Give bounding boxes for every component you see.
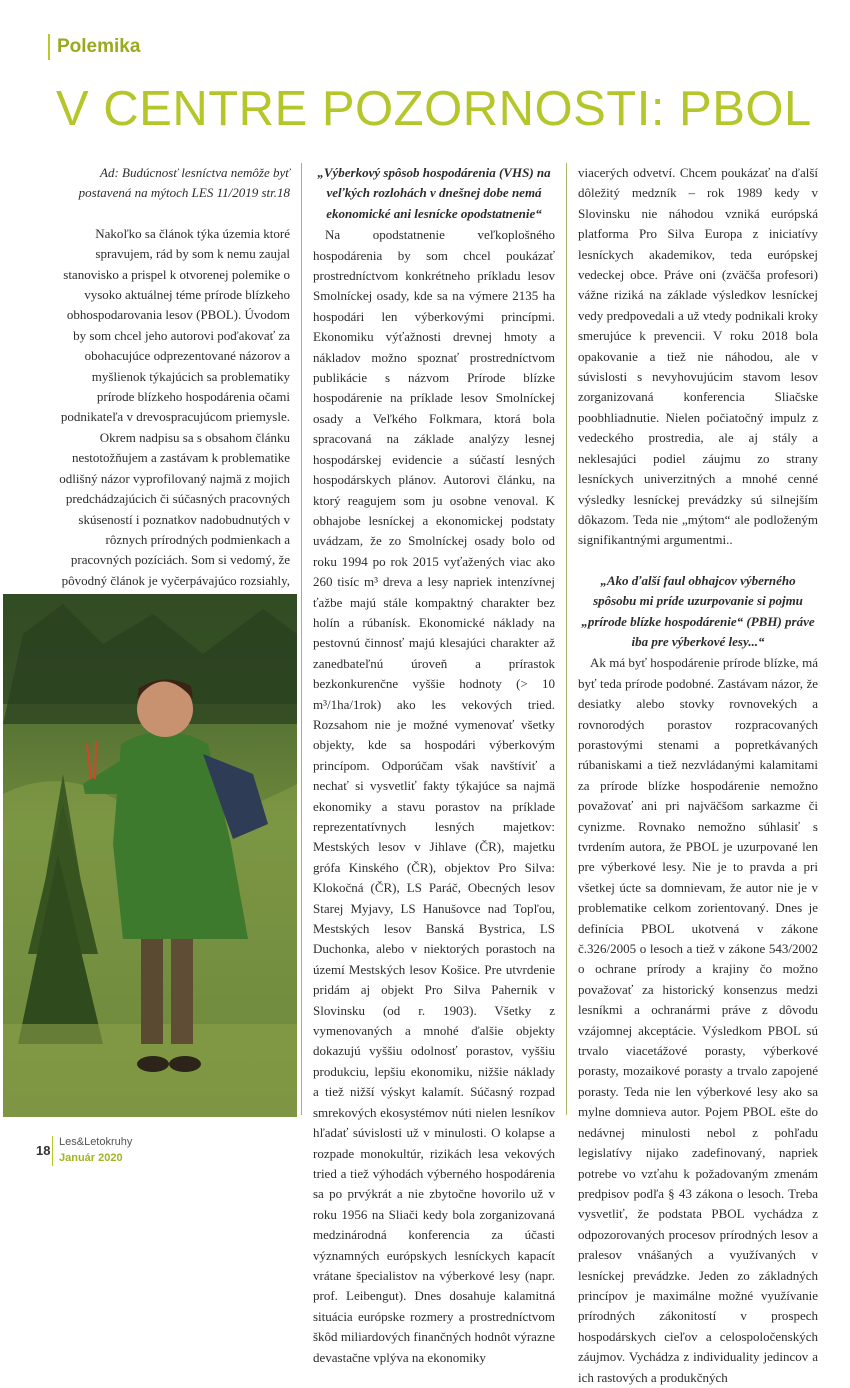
column-divider-2 [566,163,567,1115]
intro-paragraph: Nakoľko sa článok týka územia ktoré spravujem, rád by som k nemu zaujal stanovisko a prispel k otvorenej polemike o vysoko aktuálnej téme prírode blízkeho obhospodarovania lesov (PBOL). Úvodom by som chcel jeho autorovi poďakovať za obohacujúce odprezentované názorov a myšlienok týkajúcich sa problematiky prírode blízkeho hospodárenia očami podnikateľa v drevospracujúcom priemysle. Okrem nadpisu sa s obsahom článku nestotožňujem a zastávam k problematike odlišný názor vyprofilovaný najmä z mojich predchádzajúcich či súčasných pracovných skúseností i poznatkov nadobudnutých v rôznych prírodných podmienkach a pracovných pozíciách. Som si vedomý, že pôvodný článok je vyčerpávajúco rozsiahly, [59,225,290,588]
section-accent-bar [48,34,50,60]
section-label: Polemika [57,36,141,57]
issue-date: Január 2020 [59,1152,123,1164]
column-divider-1 [301,163,302,1115]
column-3 [578,163,818,1388]
page-number: 18 [36,1143,51,1158]
page-title: V CENTRE POZORNOSTI: PBOL [56,82,812,136]
column-3-paragraph-1: viacerých odvetví. Chcem poukázať na ďalší dôležitý medzník – rok 1989 kedy v Slovinsku nie náhodou vzniká európská platforma Pro Silva Europa z iniciatívy lesníckych akademikov, teda európskej vedeckej obce. Práve oni (zväčša profesori) vážne riziká na základe výsledkov lesníckej vedy predpovedali a už vtedy podnikali kroky smerujúce k prevencii. V roku 2018 bola opakovanie a tiež nie náhodou, ale v súvislosti s nevyhovujúcim stavom lesov zorganizovaná konferencia Sliačske poobhliadnutie. Nielen počiatočný impulz z vedeckého prostredia, ale aj stály a neklesajúci podiel záujmu zo strany lesníckych univerzitných a mnohé cenné výsledky lesníckej prevádzky sú silnejším dôkazom. Teda nie „mýtom“ ale podloženým signifikantnými argumentmi.. [578,165,818,548]
column-2-paragraph: Na opodstatnenie veľkoplošného hospodárenia by som chcel poukázať prostredníctvom konkrétneho príkladu lesov Smolníckej osady, kde sa na výmere 2135 ha hospodári len výberkovými princípmi. Ekonomiku výťažnosti drevnej hmoty a nákladov možno spoznať prostredníctvom publikácie s názvom Prírode blízke hospodárenie na príklade lesov Smolníckej osady a Veľkého Folkmara, ktorá bola spracovaná na základe analýzy lesnej hospodárskej evidencie a súčastí lesných hospodárskych plánov. Autorovi článku, na ktorý reagujem som ju osobne venoval. K obhajobe lesníckej a ekonomickej podstaty uvádzam, že zo Smolníckej osady bolo od roku 1994 po rok 2015 vyťažených viac ako 260 tisíc m³ dreva a lesy napriek intenzívnej ťažbe majú stále kompaktný charakter bez holín a rúbanísk. Ekonomické náklady na pestovnú činnosť majú klesajúci charakter až zanedbateľnú úroveň a prírastok bezkonkurenčne vyššie hodnoty (> 10 m³/1ha/1rok) ako les vekových tried. Rozsahom nie je možné vymenovať všetky objekty, kde sa hospodári výberkovým princípom. Odporúčam však navštíviť a nechať si vysvetliť fakty týkajúce sa najmä ekonomiky a stavu porastov na príklade reprezentatívnych lesných majetkov: Mestských lesov v Jihlave (ČR), majetku grófa Kinského (ČR), objektov Pro Silva: Klokočná (ČR), LS Paráč, Obecných lesov Starej Myjavy, LS Hanušovce nad Topľou, Mestských lesov Banská Bystrica, LS Duchonka, alebo v niektorých porastoch na území Mestských lesov Košice. Pre utvrdenie pridám aj objekt Pro Silva Pahernik v Slovinsku (od r. 1903). Všetky z vymenovaných a mnohé ďalšie objekty dokazujú vyššiu odolnosť porastov, vyššiu produkciu, lepšiu ekonomiku, nižšie náklady a tiež nižší výskyt kalamít. Súčasný rozpad smrekových ekosystémov núti nielen lesníkov hľadať súvislosti už v minulosti. O kolapse a rozpade monokultúr, rizikách lesa vekových tried a tiež výhodách výberného hospodárenia sa po prvýkrát a nie zbytočne hovorilo už v roku 1956 na Sliači kedy bola zorganizovaná medzinárodná konferencia za účasti významných európskych lesníckych kapacít vrátane špecialistov na výberkové lesy (napr. prof. Leibengut). Dnes dosahuje kalamitná situácia európske rozmery a prostredníctvom škôd miliardových finančných hodnôt výrazne devastačne vplýva na ekonomiky [313,227,555,1365]
reference-note: Ad: Budúcnosť lesníctva nemôže byť postavená na mýtoch LES 11/2019 str.18 [78,165,290,201]
column-2 [313,163,555,1368]
subheading-vhs: „Výberkový spôsob hospodárenia (VHS) na veľkých rozlohách v dnešnej dobe nemá ekonomické ani lesnícke opodstatnenie“ [317,165,551,221]
forest-portrait-image [3,594,297,1117]
footer-accent-bar [52,1136,53,1166]
subheading-pbh: „Ako ďalší faul obhajcov výberného spôsobu mi príde uzurpovanie si pojmu „prírode blízke hospodárenie“ (PBH) práve iba pre výberkové lesy...“ [581,572,815,649]
column-3-paragraph-2: Ak má byť hospodárenie prírode blízke, má byť teda prírode podobné. Zastávam názor, že desiatky alebo stovky rovnovekých a rovnorodých porastov rozpracovaných porastovými stenami a popretkávaných rúbaniskami a tiež nezvládanými kalamitami za prírode blízke hospodárenie nemožno považovať ani pri najväčšom sarkazme či cynizme. Rovnako nemožno súhlasiť s tvrdením autora, že PBOL je uzurpované len pre výberkové lesy. Nie je to pravda a pri všetkej úcte sa domnievam, že autor nie je v problematike celkom zorientovaný. Dnes je definícia PBOL ukotvená v zákone č.326/2005 o lesoch a tiež v zákone 543/2002 o ochrane prírody a krajiny čo možno považovať za historický konsenzus medzi lesníkmi a ochranármi práve z dôvodu vzájomnej akceptácie. Výsledkom PBOL sú trvalo viacetážové porasty, výberkové porasty, mozaikové porasty a trvalo zapojené porasty. Teda nie len výberkové lesy ako sa mylne domnieva autor. Pojem PBOL ešte do nedávnej minulosti nebol z pohľadu legislatívy nijako zadefinovaný, napriek potrebe vo vzťahu k požadovaným zmenám predpisov podľa § 43 zákona o lesoch. Treba vysvetliť, že podstata PBOL vychádza z odpozorovaných procesov prírodných lesov a pralesov vnášaných a využívaných v lesníckej prevádzke. Jeden zo základných princípov je maximálne možné využívanie prírodných zákonitostí v prospech hospodárskych cieľov a celospoločenských záujmov. Vychádza z individuality jedincov a ich rastových a produkčných [578,655,818,1385]
author-photo [3,594,297,1117]
column-1 [52,163,290,652]
magazine-name: Les&Letokruhy [59,1136,133,1148]
